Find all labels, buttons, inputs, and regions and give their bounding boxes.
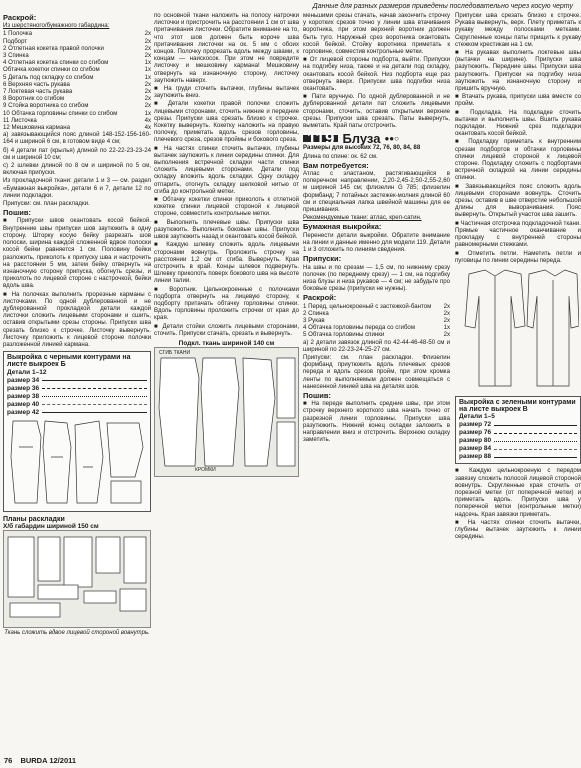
part-name: 5 Деталь под складку со сгибом (3, 73, 94, 81)
size-line (494, 425, 577, 426)
model-number: 119 (303, 135, 338, 142)
header-note: Данные для разных размеров приведены последовательно через косую черту (312, 3, 573, 10)
sizes-panel-title: Выкройка с черными контурами на листе выкроек Б (7, 354, 131, 369)
allowance-title: Припуски: (303, 254, 342, 264)
size-line (42, 396, 147, 397)
bullet-icon: ■ (455, 518, 468, 526)
body-text: по основной ткани наложить на полосу натрочки листочки и пристрочить на расстоянии 1 см от шва притачивания листочки. Обратите внимание на то, что этот шов должен быть короче шва притачивания листочки на ок. 5 мм с обоих концов. Полочку прорезать вдоль между швами, к концам — наискосок. При этом не повредите листочку и мешковину кармана! Мешковину отвернуть на изнаночную сторону, листочку заутюжить наверх. (154, 12, 299, 84)
sizes-panel-parts (459, 413, 577, 421)
selvage-label: КРОМКИ (195, 466, 216, 473)
part-name: 8 Воротник со сгибом (3, 95, 65, 103)
body-text (303, 93, 450, 129)
part-name: 4 Обтачка горловины переда со сгибом (303, 324, 416, 332)
body-text-span: На груди сточить вытачки, глубины вытачек заутюжить вниз. (154, 85, 299, 100)
body-text: Припуски шва срезать близко к строчке. Рукава вывернуть, верх. Плету приметать к рукаву между полосками метками. Скругленные концы паты прищить к рукаву стежком крестикам на 1 см. (455, 12, 581, 48)
sizes-panel-parts (7, 369, 147, 377)
fold-label: СГИБ ТКАНИ (159, 350, 191, 357)
size-label: размер 76 (459, 429, 492, 437)
part-name: 5 Обтачка горловины спинки (303, 331, 385, 339)
size-line (494, 433, 577, 434)
body-text-span: Воротник. Цельнокроенные с полочками подборта отвернуть на лицевую сторону, к подборту притачать обтачку горловины спинки. Вдоль горловины проложить строчки от края до края. (154, 285, 300, 322)
parts-list (3, 30, 151, 131)
body-text (455, 183, 581, 219)
bullet-icon: ■ (455, 49, 466, 57)
body-text (154, 85, 299, 99)
allowance-text: На швы и по срезам — 1,5 см, по нижнему срезу полочек (по переднему срезу) — 1 см, на подгибку низа блузы и низа рукавов — 4 см; не забудьте про боковые срезы (припуски не нужны). (303, 263, 450, 293)
part-name: 3 Рукав (303, 316, 325, 324)
cut-text: б) 4 детали пат (крылья) длиной по 22-22-23-23-24 см и шириной 10 см; (3, 146, 151, 161)
model-sizes: Размеры для высоких 72, 76, 80, 84, 88 (303, 144, 421, 152)
bullet-icon: ■ (154, 322, 163, 330)
size-label: размер 34 (7, 376, 40, 384)
lining-plan-title: Подкл. ткань шириной 140 см (178, 339, 275, 347)
size-label: размер 36 (7, 384, 40, 392)
part-row (3, 88, 151, 95)
pattern-text: Перенести детали выкройки. Обратите внимание на линии и данные именно для модели 119. Детали 1 и 3 отложить по линиям сведения. (303, 231, 450, 254)
part-count: 2x (144, 80, 151, 88)
part-count: 1x (443, 324, 450, 332)
body-text (154, 241, 299, 284)
body-text-span: Пати вручную. По одной дублерованной и не дублерованной детали пат сложить лицевыми сторонами, сточить, оставив открытыми верхние срезы. Припуски шва срезать. Паты вывернуть, выметать. Край паты отстрочить. (303, 93, 451, 130)
lining-plan-diagram (154, 347, 299, 477)
technical-drawings (455, 266, 581, 396)
plan-diagram (3, 530, 151, 628)
part-count: 2x (443, 302, 450, 310)
part-row (3, 52, 151, 59)
part-name: 10 Обтачка горловины спинки со сгибом (3, 109, 118, 117)
body-text: меньшими срезы стачать, начав закончить строчку у коротких срезов точно у линии шва втачивания воротника, при этом верхний воротник должен быть туго. Наружный срез воротника окантовать косой бейкой. Стойку воротника приметать к горловине, совместив контрольные метки. (303, 12, 450, 56)
part-name: 9 Стойка воротника со сгибом (3, 102, 89, 110)
body-text (455, 138, 581, 181)
size-row (7, 385, 147, 393)
part-name: 6 Верхняя часть рукава (3, 80, 70, 88)
body-text-span: Выполнить плечевые швы. Припуски шва разутюжить. Выполнить боковые швы. Припуски швов заутюжить назад и окантовать косой бейкой. (154, 218, 300, 241)
column-1 (3, 12, 151, 637)
size-line (494, 441, 577, 442)
cut-allowance: Припуски: см. план раскладки. Флизелин формбанд приутюжить вдоль плечевых срезов переда и вдоль срезов пройм, при этом кромка ленты по выполняемым должен совмещаться с нанесенной линией шва на деталях шов. (303, 353, 450, 390)
body-text-span: На частях спинки сточить вытачки, глубины вытачек заутюжить к линии середины. (455, 518, 581, 541)
part-row (303, 324, 450, 331)
page-number: 76 (4, 756, 13, 765)
difficulty-icon: ●●○ (384, 134, 399, 144)
size-label: размер 38 (7, 392, 40, 400)
part-row (303, 310, 450, 317)
part-count: 2x (144, 52, 151, 60)
sizes-panel (455, 396, 581, 464)
part-name: 11 Листочка (3, 116, 37, 124)
body-text (154, 286, 299, 322)
page-footer (4, 756, 76, 765)
part-row (3, 95, 151, 102)
body-text (303, 56, 450, 92)
sew-text-body: На полочках выполнить прорезные карманы с листочками. По одной дублерованной и не дублерованной прокладкой детали каждой листочки сложить лицевыми сторонами и сшить, оставив открытыми срезы стороны. Припуски шва срезать близко к строчке. Листочку вывернуть. Листочку приложить к лицевой стороне полочки разложенной линией кармана. (3, 290, 151, 348)
bullet-icon: ■ (303, 56, 310, 64)
part-name: Подборт (3, 37, 28, 45)
column-2 (154, 12, 299, 477)
model-length: Длина по спине: ок. 62 см. (303, 152, 378, 160)
cut-text: Припуски: см. план раскладки. (3, 200, 90, 208)
part-name: 4 Отлетная кокетка спинки со сгибом (3, 59, 109, 67)
part-count: 2x (144, 95, 151, 103)
part-row (3, 59, 151, 66)
part-name: 3 Спинка (3, 52, 29, 60)
part-count: 2x (144, 37, 151, 45)
sizes-panel (3, 351, 151, 512)
body-text-span: Детали стойки сложить лицевыми сторонами, сточить. Припуски стачать, срезать и вывернуть. (154, 322, 300, 337)
body-text-span: Обтачку кокетки спинки приколоть к отлетной кокетке спинки лицевой стороной к лицевой стороне, совместить контрольные метки. (154, 196, 299, 218)
bullet-icon: ■ (3, 290, 12, 298)
body-text-span: Подкладку приметать к внутренним срезам подбортов и обтачки горловины спинки лицевой стороной к лицевой стороне. Подкладку сложить с подбортами встречной складкой на линии середины спинки. (455, 138, 581, 182)
size-row (459, 437, 577, 445)
size-row (459, 421, 577, 429)
sew-text-body: Припуски швов окантовать косой бейкой. Внутренние швы припуски шов заутюжить в одну сторону. Шторку косую бейку разрезать шов полоски, ширина каждой сложенной вдвое полоски косой бейки равняется 1 см. Половину бейки разложить, приколоть к припуску шва и настрочить на расстоянии 5 мм, затем бейку отвернуть на изнаночную сторону припуска, обогнуть срезы, и приколоть по лицевой стороне с настрочкой, бейки вдоль шва. (3, 217, 151, 290)
part-row (3, 81, 151, 88)
part-row (3, 117, 151, 124)
body-text (154, 100, 299, 143)
size-line (42, 404, 147, 405)
part-count: 4x (144, 116, 151, 124)
bullet-icon: ■ (3, 217, 17, 225)
bullet-icon: ■ (455, 249, 468, 257)
part-name: 1 Полочка (3, 30, 32, 38)
part-row (3, 102, 151, 109)
body-text (455, 250, 581, 264)
bullet-icon: ■ (455, 467, 470, 475)
sew-text (3, 291, 151, 349)
part-row (3, 66, 151, 73)
part-name: 2 Отлетная кокетка правой полочки (3, 44, 104, 52)
body-text (455, 467, 581, 517)
part-name: 12 Мешковина кармана (3, 124, 71, 132)
sew-text-body: На переде выполнить средние швы, при этом строчку верхнего короткого шва начать точно от разрезной линии горловины. Припуски шва разутюжить. Нижний конец складки заложить в направлении вниз и отстрочить. Верхнюю складку заметить. (303, 400, 451, 444)
bullet-icon: ■ (154, 241, 167, 249)
size-label: размер 42 (7, 408, 40, 416)
bullet-icon: ■ (154, 100, 168, 108)
part-row (3, 110, 151, 117)
plan-svg (4, 531, 150, 627)
size-line (42, 388, 147, 389)
part-row (3, 74, 151, 81)
part-row (303, 303, 450, 310)
size-line (42, 412, 147, 413)
body-text-span: На частях спинки сточить вытачки, глубины вытачек заутюжить к линии середины спинки. Для выполнения встречной складки части спинки сложить лицевыми сторонами. Детали под складку вложить вдоль складки. Одну складку отпарить, отогнуть складку шелковой нитью от сгиба до контрольной метки. (154, 144, 299, 195)
fabric-label: Из шерстяного/бумажного габардина: (3, 22, 110, 30)
lining-plan-svg (155, 348, 298, 476)
lining-plan (154, 340, 299, 477)
issue-number: 12/2011 (49, 756, 77, 765)
body-text-span: Детали кокетки правой полочки сложить лицевыми сторонами, сточить нижние и передние срезы. Припуски шва срезать близко к строчке. Кокетку вывернуть. Кокетку наложить на правую полочку, приметать вдоль срезов горловины, плечевого среза, срезов проймы и бокового среза. (154, 100, 299, 144)
parts-list (303, 303, 450, 339)
size-row (459, 445, 577, 453)
sew-text (3, 217, 151, 289)
part-count: 1x (144, 66, 151, 74)
part-row (3, 30, 151, 37)
materials-title: Вам потребуется: (303, 160, 369, 170)
bullet-icon: ■ (455, 93, 463, 101)
body-text-span: На рукавах выполнить локтевые швы (вытачки на ширине). Припуски шва разутюжить. Передние швы. Припуски шва разутюжить. Припуски на подгибку низа заутюжить на изнаночную сторону и пришить вручную. (455, 49, 581, 93)
body-text (154, 323, 299, 337)
part-name: 2 Спинка (303, 309, 329, 317)
bullet-icon: ■ (455, 182, 466, 190)
size-row (459, 453, 577, 461)
body-text (455, 519, 581, 541)
part-count: 2x (144, 30, 151, 38)
body-text (455, 93, 581, 107)
column-3 (303, 12, 450, 444)
plan-title: Планы раскладки (3, 515, 65, 523)
part-name: Обтачка кокетки спинки со сгибом (3, 66, 100, 74)
sew-text (303, 400, 450, 443)
bullet-icon: ■ (154, 218, 167, 226)
body-text (154, 145, 299, 195)
bullet-icon: ■ (303, 93, 312, 101)
sizes-legend (7, 369, 147, 417)
body-text (455, 49, 581, 92)
body-text (154, 219, 299, 241)
body-text-span: От лицевой стороны подборта, выйти. Припуски на подгибку низа, также и на детали под складку, окантовать косой бейкой. Низ подборта еще раз отвернуть вверх. Припуски шва подгибки низа окантовать. (303, 56, 451, 93)
body-text (455, 220, 581, 249)
column-4 (455, 12, 581, 541)
bullet-icon: ■ (455, 108, 471, 116)
part-name: 1 Перед, цельнокроеный с застежкой-бантом (303, 302, 432, 310)
bullet-icon: ■ (455, 219, 461, 227)
sizes-panel-title: Выкройка с зелеными контурами на листе выкроек В (459, 398, 576, 414)
size-label: размер 88 (459, 453, 492, 461)
part-row (3, 38, 151, 45)
part-count: 2x (443, 309, 450, 317)
pattern-title: Бумажная выкройка: (303, 222, 382, 232)
size-label: размер 80 (459, 437, 492, 445)
body-text (154, 196, 299, 218)
body-text-span: Каждую цельнокроеную с передом завязку сложить полосой лицевой стороной вовнутрь. Скругленные края сточить от порезной метки (от поперечной метки) и приметать вдоль. Припуски шва у поперечной метки (контрольные метки) надсечь. Края завязки приметать. (455, 467, 581, 518)
size-label: размер 40 (7, 400, 40, 408)
plan-caption: Ткань сложить вдвое лицевой стороной вовнутрь. (4, 630, 150, 637)
size-label: размер 84 (459, 445, 492, 453)
model-title: Блуза (342, 131, 381, 147)
part-count: 2x (144, 88, 151, 96)
size-row (7, 377, 147, 385)
body-text-span: Частичная отстрочка подкладочной ткани. Прямые частичное оканчивание и прокладку с внутренней стороны равномерными стежками. (455, 219, 581, 249)
body-text-span: Отметить петли. Наметить петли и пуговицы по линии середины переда. (455, 249, 581, 264)
bullet-icon: ■ (154, 196, 163, 204)
part-count: 1x (144, 59, 151, 67)
size-row (7, 401, 147, 409)
body-text-span: Втачать рукава, припуски шва вместе со пройм. (455, 93, 581, 108)
cut-title: Раскрой: (303, 293, 337, 303)
size-row (7, 409, 147, 417)
body-text-span: Завязывающийся пояс сложить вдоль лицевыми сторонами вовнутрь. Сточить срезы, оставив в шве отверстие небольшой длины для выворачивания. Пояс вывернуть. Открытый участок шва зашить. (455, 182, 581, 219)
plan-subtitle: Х/б габардин шириной 150 см (3, 522, 99, 530)
part-row (3, 124, 151, 131)
blouse-technical-drawing (455, 266, 579, 394)
parts-label: Детали 1–5 (459, 413, 495, 421)
size-line (42, 380, 147, 381)
cut-text: Из прокладочной ткани: детали 1 и 3 — см. раздел «Бумажная выкройка», детали 6 и 7, детали 12 по линии подкладки. (3, 177, 151, 199)
fabrics-text: Рекомендуемые ткани: атлас, креп-сатин. (303, 214, 422, 222)
bullet-icon: ■ (303, 400, 312, 408)
sew-title: Пошив: (303, 390, 331, 400)
layout-plan (3, 516, 151, 638)
part-count: 2x (443, 316, 450, 324)
cut-extra: а) 2 детали завязок длиной по 42-44-46-48-50 см и шириной по 22-23-24-25-27 см. (303, 338, 450, 353)
bullet-icon: ■ (154, 85, 164, 93)
materials-text: Атлас с эластаном, растягивающийся в поперечном направлении, 2,20-2,45-2,50-2,55-2,60 м шириной 145 см; флизелин G 785; флизелин формбанд; 7 потайных застежек-молния длиной 60 см и специальная лапка швейной машины для ее пришивания. (303, 170, 450, 214)
part-count: 2x (443, 331, 450, 339)
part-row (303, 331, 450, 338)
size-row (7, 393, 147, 401)
part-row (303, 317, 450, 324)
part-count: 4x (144, 124, 151, 132)
cut-text: с) 2 шлевки длиной по 8 см и шириной по 5 см, включая припуски. (3, 162, 151, 177)
bullet-icon: ■ (154, 285, 170, 293)
body-text-span: Подкладка. На подкладке сточить вытачки и выполнить швы. Вшить рукава подкладки. Нижний срез подкладки окантовать косой бейкой. (455, 108, 581, 138)
bullet-icon: ■ (154, 144, 164, 152)
part-count: 1x (144, 109, 151, 117)
bullet-icon: ■ (455, 138, 469, 146)
pattern-pieces-illustration (7, 417, 147, 507)
body-text (455, 109, 581, 138)
parts-label: Детали 1–12 (7, 368, 47, 376)
part-name: 7 Локтевая часть рукава (3, 88, 73, 96)
sizes-legend (459, 413, 577, 461)
size-line (494, 457, 577, 458)
part-row (3, 45, 151, 52)
sew-title: Пошив: (3, 208, 31, 218)
size-line (494, 449, 577, 450)
cut-title: Раскрой: (3, 13, 37, 22)
cut-text: а) завязывающийся пояс длиной 148-152-156-160-164 и шириной 6 см, в готовом виде 4 см; (3, 131, 151, 146)
body-text-span: Каждую шлевку сложить вдоль лицевыми сторонами вовнутрь. Проложить строчку на расстоянии 1,2 см от сгиба. Вывернуть. Края отстрочить в край. Концы шлевок подвернуть. Шлевку приколоть поверх бокового шва на высоте линии талии. (154, 241, 299, 285)
part-count: 2x (144, 102, 151, 110)
size-row (459, 429, 577, 437)
part-count: 1x (144, 73, 151, 81)
part-count: 2x (144, 44, 151, 52)
brand-name: BURDA (20, 756, 48, 765)
size-label: размер 72 (459, 421, 492, 429)
